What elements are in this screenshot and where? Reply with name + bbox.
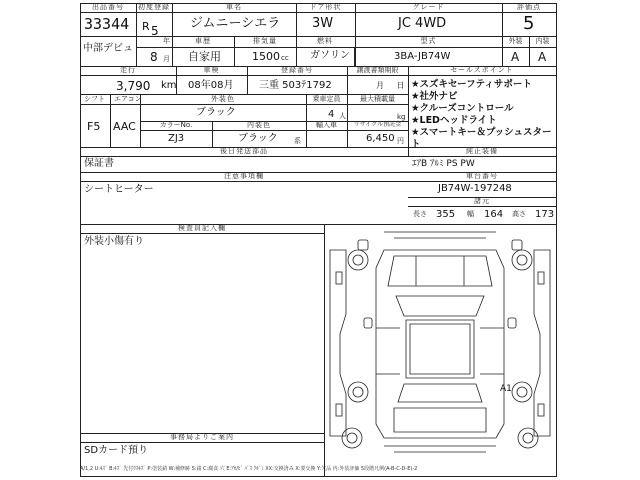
import-label: 輸入車 (316, 121, 337, 129)
inspection-label: 車検 (203, 66, 220, 74)
score-label: 評価点 (517, 3, 541, 11)
capacity-unit: 人 (339, 112, 346, 120)
color-no: ZJ3 (168, 133, 185, 144)
damage-marker: A1 (500, 384, 512, 394)
yen-unit: 円 (397, 137, 404, 145)
equipment: ｴｱB ｱﾙﾐ PS PW (412, 159, 475, 169)
doors-label: ドア形状 (309, 3, 342, 11)
era: R (142, 20, 150, 33)
ext-label: 外装 (508, 37, 523, 45)
month-unit: 月 (163, 55, 171, 63)
fuel-label: 燃料 (317, 37, 333, 45)
score: 5 (523, 13, 535, 34)
wid-label: 幅 (467, 210, 474, 218)
car-name-label: 車名 (226, 3, 242, 11)
selling-point: ★LEDヘッドライト (411, 115, 497, 126)
shift-label: シフト (84, 95, 105, 103)
car-damage-diagram (324, 224, 556, 462)
lot-label: 出品番号 (92, 3, 124, 11)
year-unit: 年 (163, 37, 171, 45)
office-value: SDカード預り (84, 445, 149, 456)
displacement: 1500 (252, 50, 280, 63)
selling-points (411, 79, 556, 151)
int-grade: A (538, 50, 547, 64)
legend: A/1,2 U:ｷｽﾞ B:ｷｽﾞ 先付ｳｽｷｽﾞ P:塗装錆 W:補修跡 S:錆 C:腐食 穴 E:ｱｶ/ﾋﾞ ﾊﾞｽ ｸﾎﾞﾐ XX:交換済み X:要交換 Y:欠品 内:外装評価 5段階凡例(A-B-C-D-E)-2 (80, 466, 418, 472)
plate: 三重 503ﾃ1792 (259, 80, 332, 91)
recycle: 6,450 (366, 133, 395, 144)
doors: 3W (312, 16, 334, 31)
len-value: 355 (436, 209, 456, 220)
chassis-value: JB74W-197248 (438, 183, 512, 194)
inspection: 08年08月 (188, 80, 234, 91)
first-reg-label: 初度登録 (138, 3, 170, 11)
rec-label: 譲渡書類期限 (356, 66, 399, 74)
load-unit: kg (397, 113, 406, 121)
notes-label: 注意事項欄 (224, 172, 264, 180)
wid-value: 164 (484, 209, 504, 220)
use: 自家用 (188, 50, 221, 63)
car-name: ジムニーシエラ (190, 16, 281, 31)
capacity: 4 (328, 109, 335, 120)
fuel: ガソリン (310, 50, 350, 61)
hgt-label: 高さ (512, 210, 526, 218)
color: ブラック (196, 107, 236, 118)
shift: F5 (87, 120, 101, 133)
use-label: 車歴 (195, 37, 211, 45)
grade: JC 4WD (398, 16, 447, 31)
selling-point: ★クルーズコントロール (411, 103, 514, 114)
equipment-label: 純正装備 (466, 147, 498, 155)
rec-value: 月 日 (376, 81, 405, 90)
inspector-label: 検査員記入欄 (178, 224, 226, 232)
load-label: 最大積載量 (360, 95, 395, 103)
selling-point: ★社外ナビ (411, 91, 458, 102)
capacity-label: 乗車定員 (312, 95, 341, 103)
plate-label: 登録番号 (281, 66, 313, 74)
venue: 中部デビュ (83, 43, 133, 54)
selling-point: ★スマートキー＆プッシュスタート (411, 127, 552, 150)
notes-value: シートヒーター (84, 184, 154, 195)
recycle-label: リサイクル預託金 (353, 121, 402, 128)
ext-grade: A (511, 50, 520, 64)
ac-label: エアコン (114, 95, 142, 103)
delivery-label: 後日発送部品 (220, 147, 268, 155)
displacement-label: 排気量 (253, 37, 277, 45)
model: 3BA-JB74W (394, 51, 451, 62)
lot-number: 33344 (84, 15, 130, 33)
delivery-value: 保証書 (84, 158, 114, 169)
dimensions-label: 諸元 (474, 197, 490, 205)
mileage: 3,790 (116, 79, 151, 93)
color-label: 外装色 (211, 95, 235, 103)
hgt-value: 173 (535, 209, 555, 220)
reg-month: 8 (150, 50, 158, 64)
inspector-value: 外装小傷有り (84, 236, 144, 247)
selling-point: ★スズキセーフティサポート (411, 79, 532, 90)
reg-year: 5 (151, 24, 159, 38)
int-label: 内装 (535, 37, 550, 45)
grade-label: グレード (412, 3, 445, 11)
ac: AAC (113, 120, 136, 133)
interior-suffix: 系 (294, 137, 301, 145)
mileage-label: 走行 (120, 66, 136, 74)
km-unit: km (161, 80, 177, 91)
office-label: 事務局よりご案内 (170, 433, 234, 441)
interior: ブラック (238, 133, 278, 144)
interior-label: 内装色 (247, 121, 271, 129)
cc-unit: cc (281, 54, 289, 62)
model-label: 型式 (420, 37, 437, 45)
color-no-label: カラーNo. (159, 121, 193, 129)
chassis-label: 車台番号 (466, 172, 498, 180)
selling-label: セールスポイント (450, 66, 514, 74)
len-label: 長さ (413, 210, 427, 218)
